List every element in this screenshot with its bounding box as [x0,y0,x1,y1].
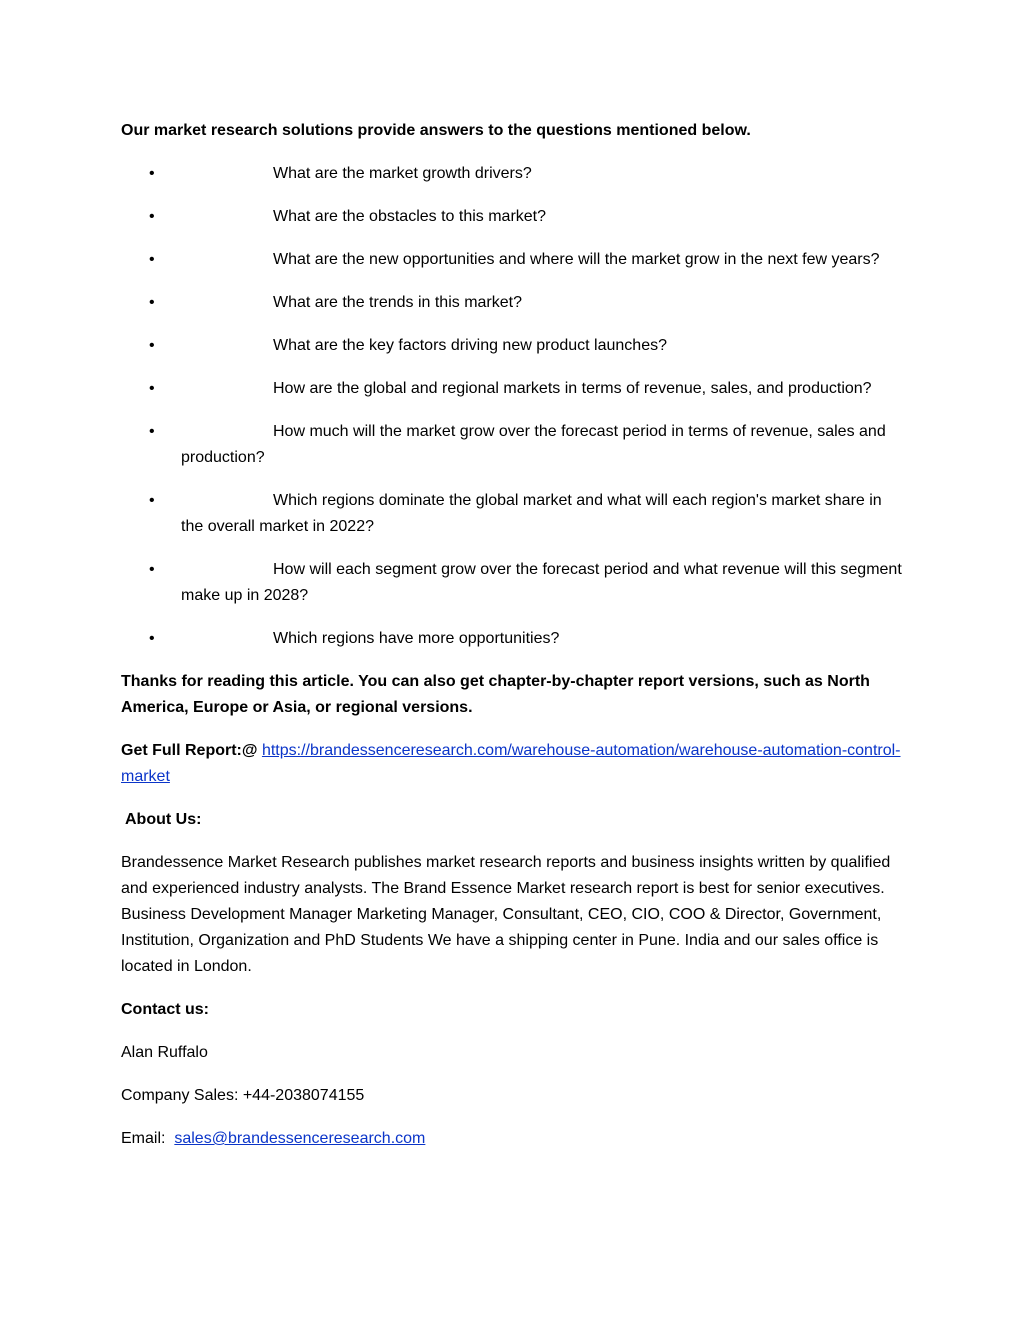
question-text: How are the global and regional markets in terms of revenue, sales, and production? [273,380,872,397]
question-text: How much will the market grow over the forecast period in terms of revenue, sales and production? [181,423,886,466]
question-text: What are the obstacles to this market? [273,208,547,225]
list-item [121,333,905,359]
bullet-icon: • [149,208,155,225]
question-text: What are the key factors driving new product launches? [273,337,667,354]
list-item [121,557,905,609]
list-item [121,419,905,471]
list-item [121,376,905,402]
question-text: How will each segment grow over the forecast period and what revenue will this segment make up in 2028? [181,561,902,604]
questions-list [121,161,905,652]
bullet-icon: • [149,561,155,578]
bullet-icon: • [149,337,155,354]
full-report-label: Get Full Report:@ [121,742,258,759]
question-text: Which regions dominate the global market and what will each region's market share in the overall market in 2022? [181,492,882,535]
thanks-paragraph: Thanks for reading this article. You can also get chapter-by-chapter report versions, such as North America, Europe or Asia, or regional versions. [121,673,870,716]
question-text: Which regions have more opportunities? [273,630,560,647]
document-page [121,118,905,1169]
about-heading: About Us: [125,811,202,828]
list-item [121,626,905,652]
bullet-icon: • [149,630,155,647]
question-text: What are the trends in this market? [273,294,522,311]
list-item [121,161,905,187]
intro-heading: Our market research solutions provide answers to the questions mentioned below. [121,122,751,139]
list-item [121,247,905,273]
email-link[interactable]: sales@brandessenceresearch.com [174,1130,426,1147]
bullet-icon: • [149,380,155,397]
list-item [121,488,905,540]
email-label: Email: [121,1130,166,1147]
full-report-line [121,738,905,790]
bullet-icon: • [149,165,155,182]
contact-sales: Company Sales: +44-2038074155 [121,1087,365,1104]
contact-name: Alan Ruffalo [121,1044,208,1061]
contact-email-line [121,1126,905,1152]
bullet-icon: • [149,423,155,440]
full-report-link[interactable]: https://brandessenceresearch.com/warehouse-automation/warehouse-automation-control-market [121,742,901,785]
question-text: What are the new opportunities and where will the market grow in the next few years? [273,251,880,268]
contact-heading: Contact us: [121,1001,209,1018]
question-text: What are the market growth drivers? [273,165,532,182]
list-item [121,204,905,230]
bullet-icon: • [149,492,155,509]
about-paragraph: Brandessence Market Research publishes market research reports and business insights written by qualified and experienced industry analysts. The Brand Essence Market research report is best for senior executives. Business Development Manager Marketing Manager, Consultant, CEO, CIO, COO & Director, Government, Institution, Organization and PhD Students We have a shipping center in Pune. India and our sales office is located in London. [121,854,891,975]
bullet-icon: • [149,251,155,268]
list-item [121,290,905,316]
bullet-icon: • [149,294,155,311]
